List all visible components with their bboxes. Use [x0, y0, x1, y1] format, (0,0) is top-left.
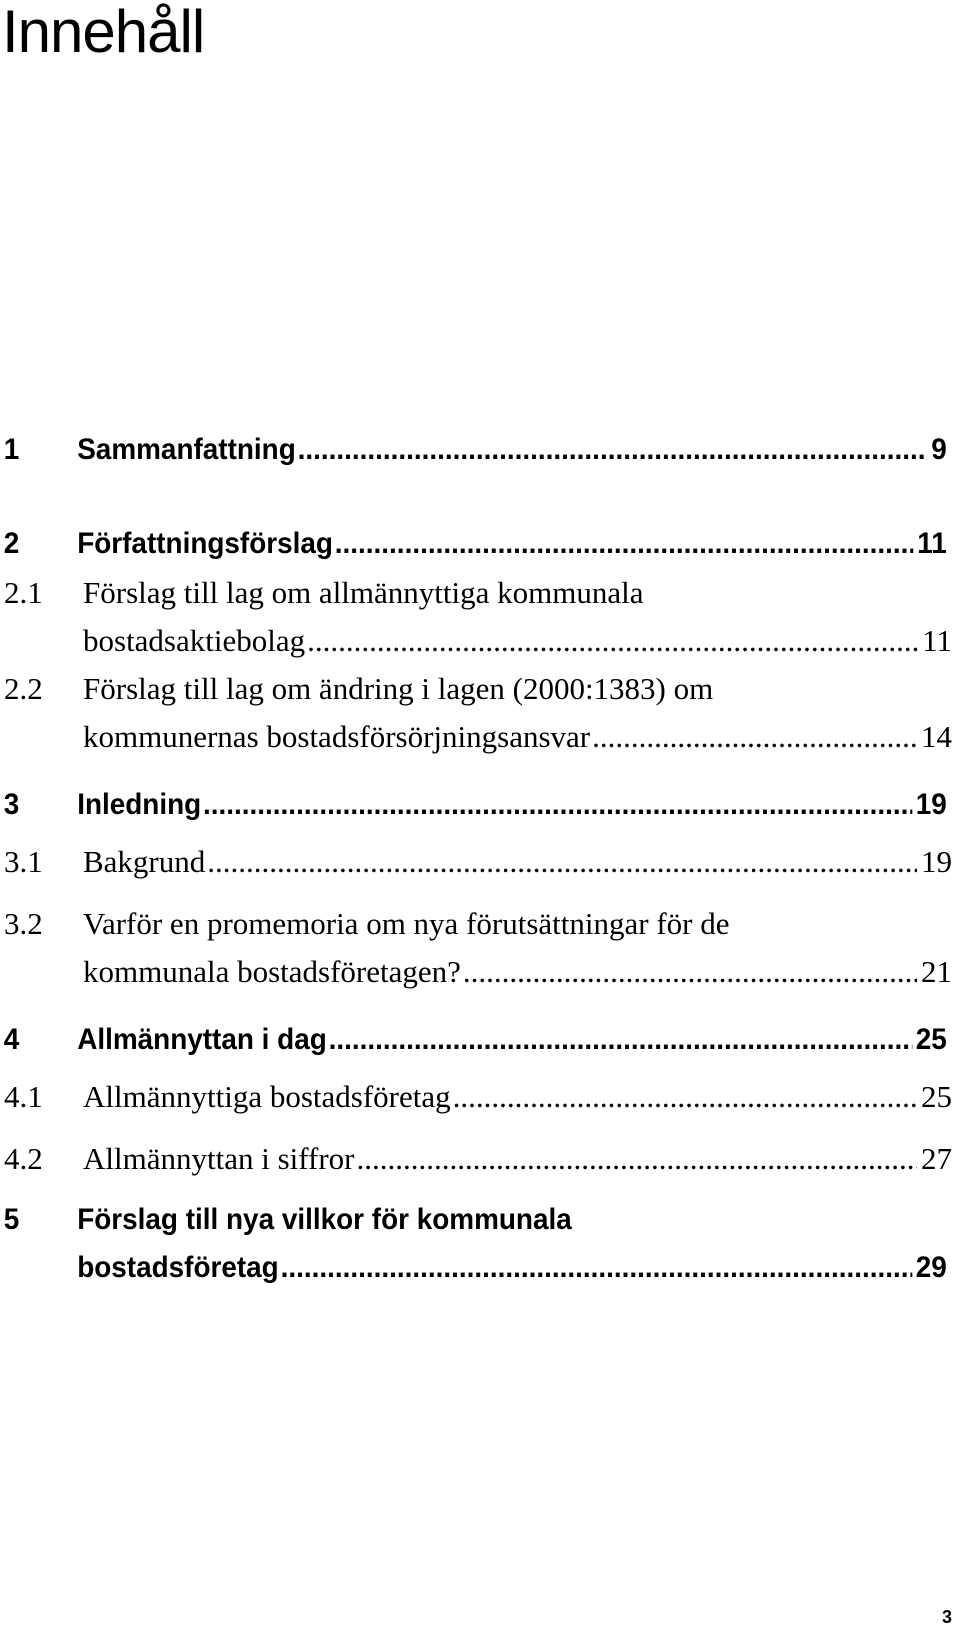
toc-entry-page: 27: [921, 1141, 952, 1176]
toc-entry-page: 29: [915, 1251, 947, 1284]
toc-entry-number: 2.1: [4, 575, 43, 610]
toc-entry-number: 1: [3, 433, 20, 466]
toc-entry[interactable]: [0, 1135, 952, 1183]
toc-entry-page: 9: [931, 433, 947, 466]
toc-entry-title: Allmännyttan i siffror: [83, 1141, 355, 1176]
toc-leader-dots: [281, 1244, 912, 1292]
toc-entry-title-continued: bostadsföretag: [77, 1251, 279, 1284]
toc-entry-number: 2.2: [4, 671, 43, 706]
toc-entry-title-continued: kommunernas bostadsförsörjningsansvar: [83, 719, 591, 754]
toc-entry-title: Sammanfattning: [77, 433, 296, 466]
page-title: Innehåll: [2, 0, 205, 65]
toc-entry[interactable]: [0, 1073, 952, 1121]
toc-leader-dots: [298, 426, 928, 474]
toc-entry[interactable]: [0, 1196, 947, 1292]
toc-entry-number: 3.1: [4, 844, 43, 879]
toc-leader-dots: [329, 1016, 912, 1064]
toc-entry-title: Förslag till lag om ändring i lagen (2000:1383) om: [83, 671, 714, 706]
toc-leader-dots: [335, 520, 914, 568]
toc-leader-dots: [207, 838, 917, 886]
toc-entry-title: Förslag till nya villkor för kommunala: [77, 1203, 572, 1236]
toc-entry-title-continued: bostadsaktiebolag: [83, 623, 306, 658]
toc-entry[interactable]: [0, 781, 947, 829]
page-number: 3: [941, 1607, 952, 1627]
toc-leader-dots: [453, 1073, 917, 1121]
toc-entry-title: Bakgrund: [83, 844, 206, 879]
toc-entry-page: 11: [922, 623, 952, 658]
toc-leader-dots: [357, 1135, 918, 1183]
toc-entry[interactable]: [0, 520, 947, 568]
toc-entry-number: 3.2: [4, 906, 43, 941]
toc-leader-dots: [203, 781, 912, 829]
toc-leader-dots: [307, 617, 918, 665]
toc-entry-number: 4: [3, 1023, 20, 1056]
toc-entry-number: 4.1: [4, 1079, 43, 1114]
toc-leader-dots: [463, 948, 917, 996]
toc-entry-page: 14: [921, 719, 952, 754]
toc-entry[interactable]: [0, 900, 952, 996]
toc-entry-page: 19: [921, 844, 952, 879]
toc-entry-page: 19: [915, 788, 947, 821]
toc-entry-number: 4.2: [4, 1141, 43, 1176]
toc-entry-title: Allmännyttiga bostadsföretag: [83, 1079, 451, 1114]
toc-entry[interactable]: [0, 665, 952, 761]
toc-entry-title: Allmännyttan i dag: [77, 1023, 327, 1056]
toc-entry-page: 21: [921, 954, 952, 989]
toc-entry-title: Varför en promemoria om nya förutsättningar för de: [83, 906, 730, 941]
toc-entry-title-continued: kommunala bostadsföretagen?: [83, 954, 461, 989]
toc-entry[interactable]: [0, 426, 947, 474]
toc-entry-number: 5: [3, 1203, 20, 1236]
toc-entry[interactable]: [0, 1016, 947, 1064]
toc-entry-page: 11: [917, 527, 947, 560]
toc-entry-page: 25: [915, 1023, 947, 1056]
toc-entry-number: 2: [3, 527, 20, 560]
toc-entry[interactable]: [0, 569, 952, 665]
toc-entry-number: 3: [3, 788, 20, 821]
toc-leader-dots: [592, 713, 917, 761]
toc-entry[interactable]: [0, 838, 952, 886]
toc-entry-title: Inledning: [77, 788, 202, 821]
toc-entry-title: Författningsförslag: [77, 527, 333, 560]
toc-entry-title: Förslag till lag om allmännyttiga kommunala: [83, 575, 644, 610]
toc-entry-page: 25: [921, 1079, 952, 1114]
